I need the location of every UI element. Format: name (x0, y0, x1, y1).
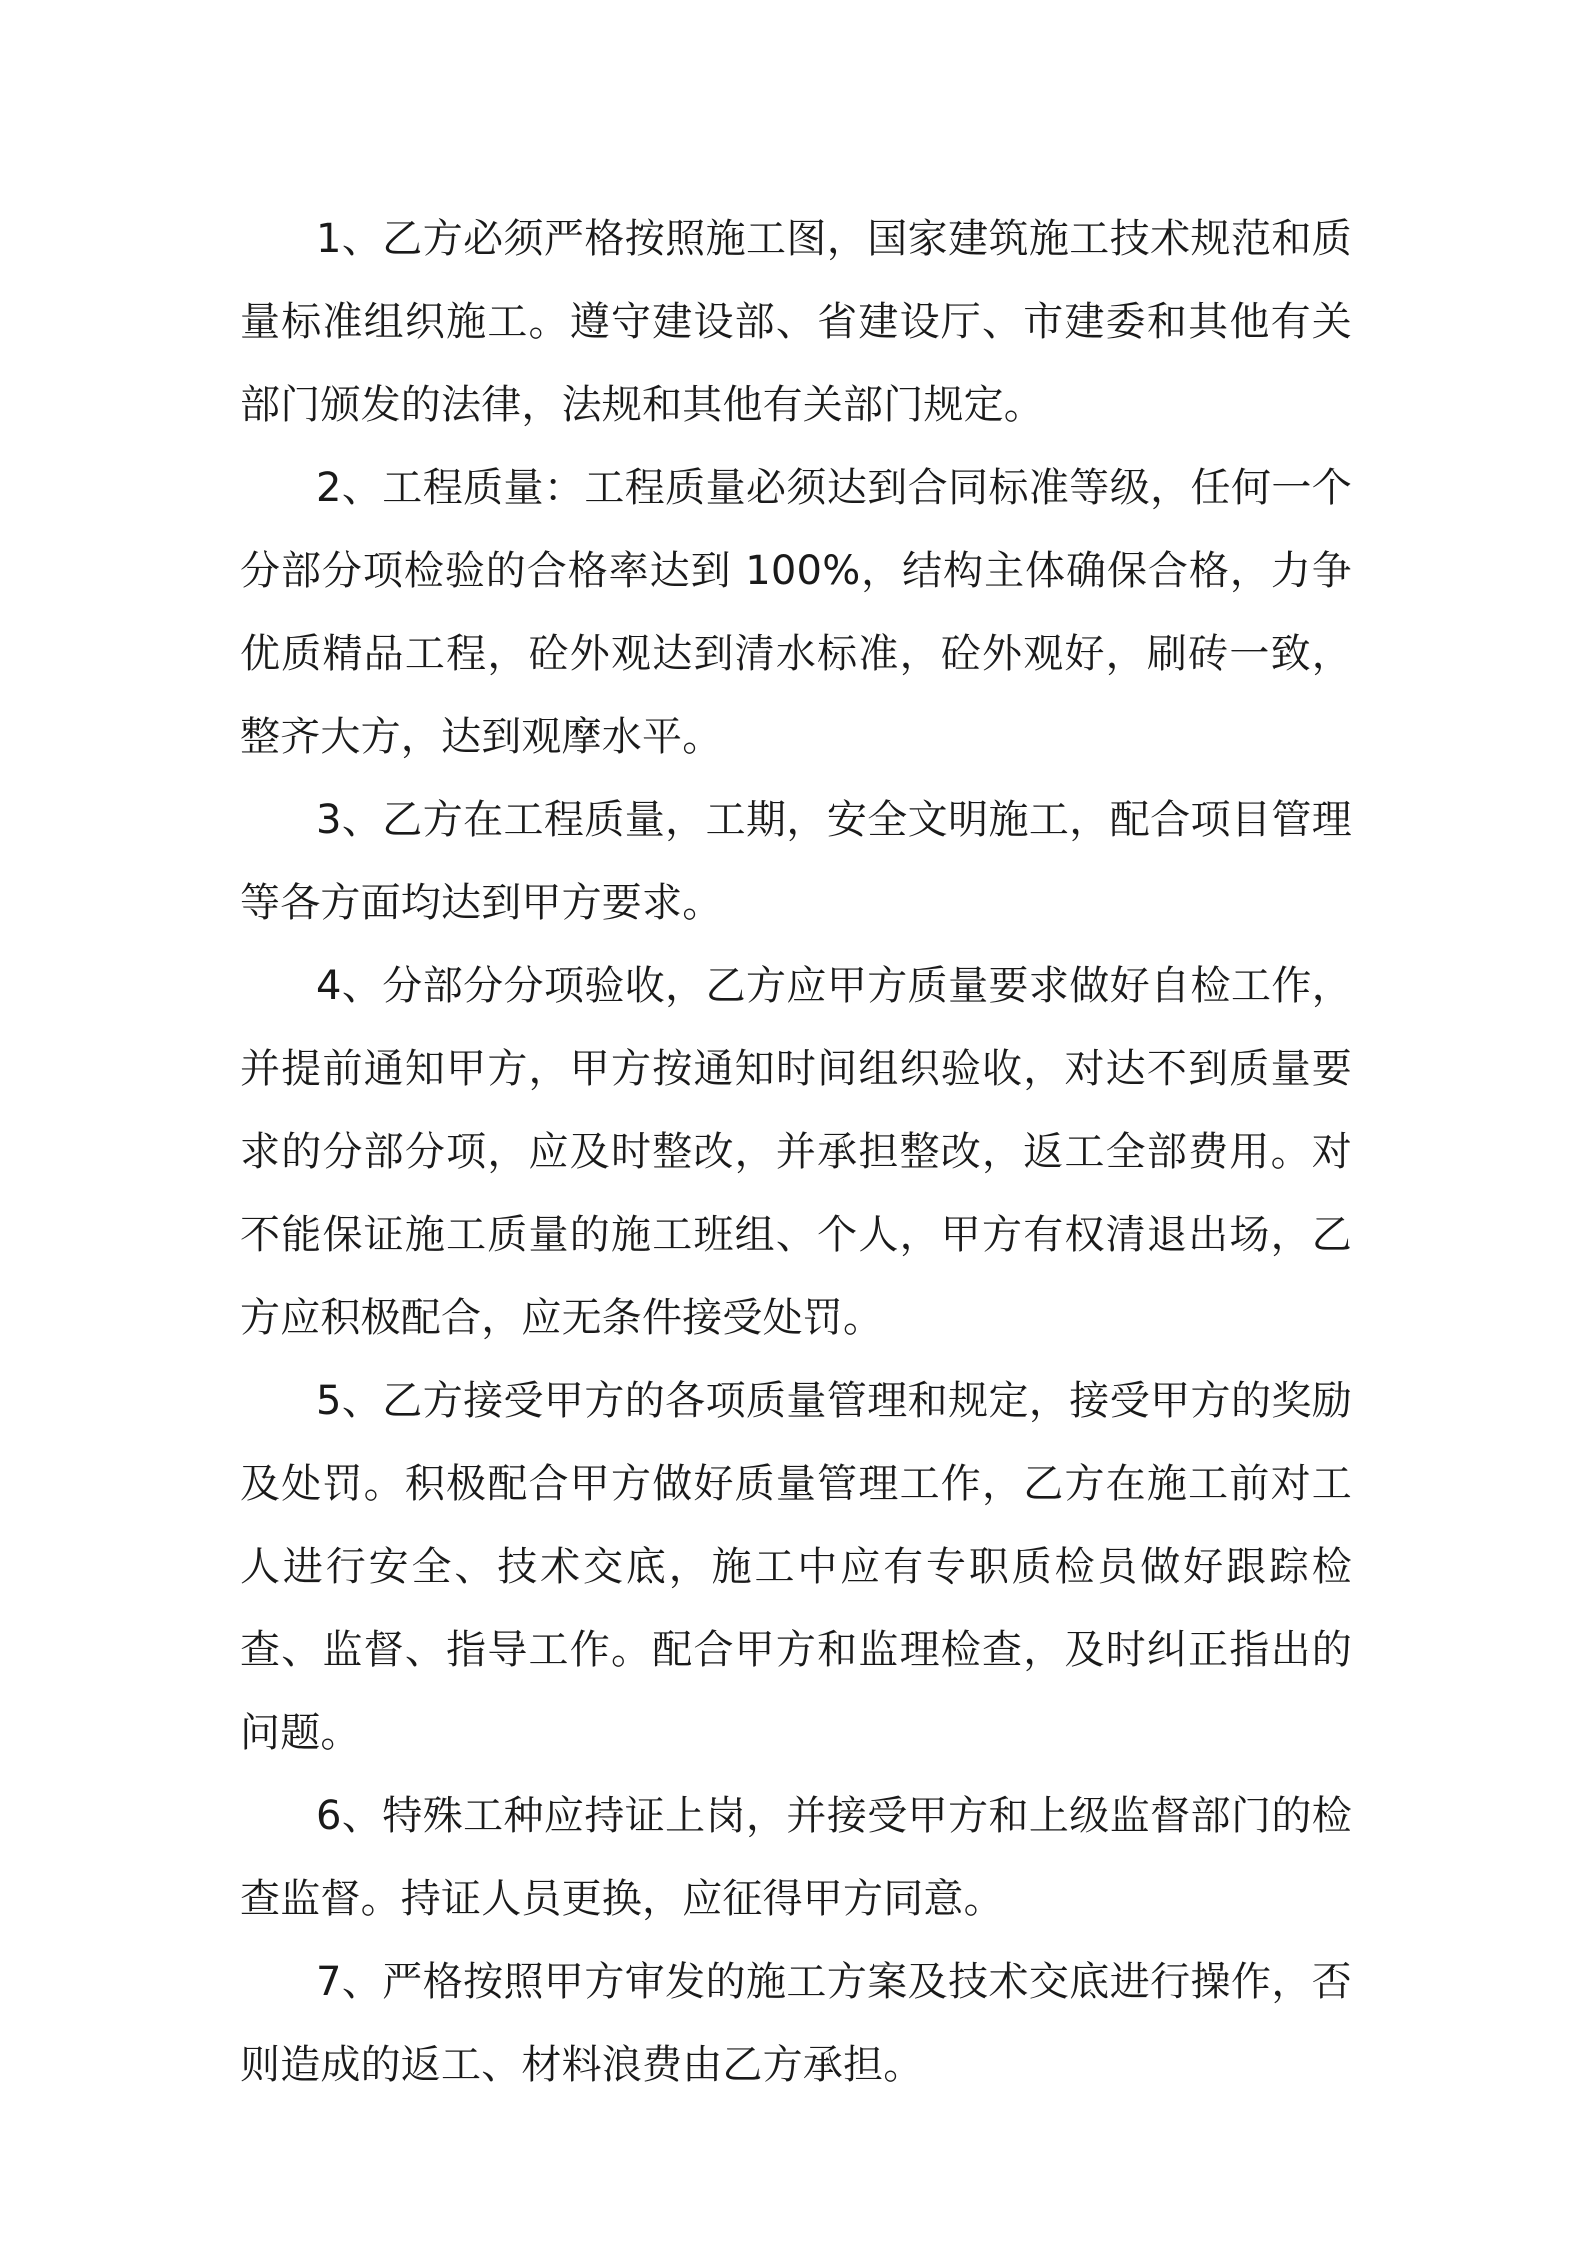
paragraph-1: 1、乙方必须严格按照施工图，国家建筑施工技术规范和质量标准组织施工。遵守建设部、省建设厅、市建委和其他有关部门颁发的法律，法规和其他有关部门规定。 (240, 216, 1352, 428)
document-body (240, 198, 1352, 2107)
paragraph-5: 5、乙方接受甲方的各项质量管理和规定，接受甲方的奖励及处罚。积极配合甲方做好质量管理工作，乙方在施工前对工人进行安全、技术交底，施工中应有专职质检员做好跟踪检查、监督、指导工作。配合甲方和监理检查，及时纠正指出的问题。 (240, 1378, 1352, 1756)
paragraph-3: 3、乙方在工程质量，工期，安全文明施工，配合项目管理等各方面均达到甲方要求。 (240, 797, 1352, 926)
paragraph-7: 7、严格按照甲方审发的施工方案及技术交底进行操作，否则造成的返工、材料浪费由乙方承担。 (240, 1959, 1352, 2088)
paragraph-4: 4、分部分分项验收，乙方应甲方质量要求做好自检工作，并提前通知甲方，甲方按通知时间组织验收，对达不到质量要求的分部分项，应及时整改，并承担整改，返工全部费用。对不能保证施工质量的施工班组、个人，甲方有权清退出场，乙方应积极配合，应无条件接受处罚。 (240, 963, 1352, 1341)
paragraph-6: 6、特殊工种应持证上岗，并接受甲方和上级监督部门的检查监督。持证人员更换，应征得甲方同意。 (240, 1793, 1352, 1922)
paragraph-2: 2、工程质量：工程质量必须达到合同标准等级，任何一个分部分项检验的合格率达到 100%，结构主体确保合格，力争优质精品工程，砼外观达到清水标准，砼外观好，刷砖一致，整齐大方，达到观摩水平。 (240, 465, 1352, 760)
